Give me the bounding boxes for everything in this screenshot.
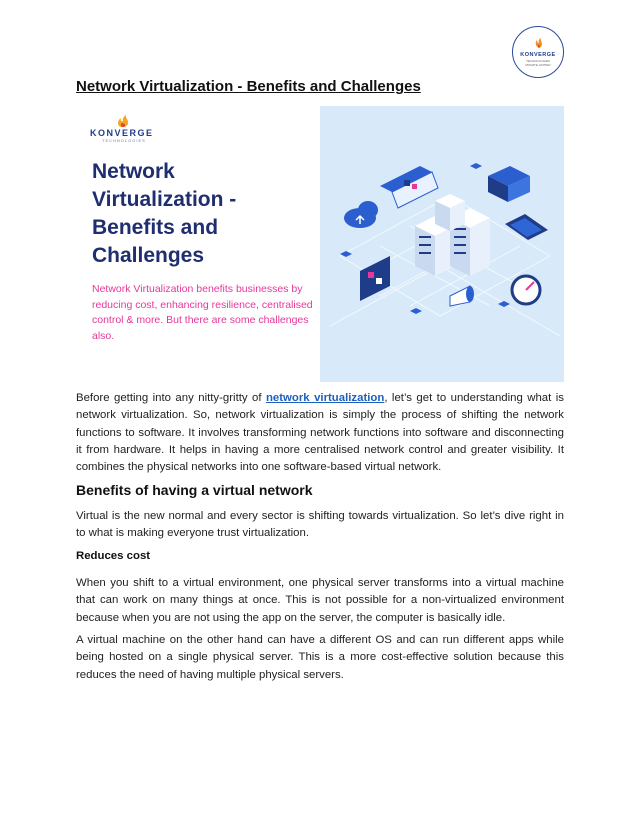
konverge-flame-icon [116,114,132,128]
article-banner [76,106,564,382]
server-rack-icon [415,194,490,276]
laptop-icon [380,166,438,208]
reduces-cost-paragraph-2: A virtual machine on the other hand can have a different OS and can run different apps while being hosted on a single physical server. This is a more cost-effective solution because this reduces the need of having multiple physical servers. [76,634,564,681]
benefits-intro-paragraph: Virtual is the new normal and every sector is shifting towards virtualization. So let’s dive right in to what is making everyone trust virtualization. [76,510,564,540]
intro-text-after-link: , let’s get to understanding what is network virtualization. So, network virtualization is simply the process of shifting the network functions to software. It involves transforming network functions into software and disconnecting it from hardware. It helps in having a more centralised network control and greater visibility. It combines the physical networks into one software-based virtual network. [76,392,564,474]
printer-icon [488,166,530,202]
corner-logo-name: KONVERGE [520,52,556,58]
banner-heading [92,158,312,270]
network-illustration [320,106,564,382]
page-title: Network Virtualization - Benefits and Challenges [76,78,421,95]
intro-paragraph [76,390,564,476]
banner-heading-line: Network [92,160,175,183]
cloud-icon [344,201,378,228]
konverge-corner-logo [512,26,564,78]
reduces-cost-paragraph-1: When you shift to a virtual environment, one physical server transforms into a virtual machine that can work on many things at once. This is not possible for a non-virtualized environment because when you are not using the app on the server, the computer is basically idle. [76,577,564,624]
intro-text-before-link: Before getting into any nitty-gritty of [76,392,266,404]
smartphone-icon [505,214,548,240]
banner-logo-name: KONVERGE [90,128,154,138]
benefits-heading: Benefits of having a virtual network [76,482,313,498]
reduces-cost-heading: Reduces cost [76,550,151,562]
monitor-icon [360,256,390,301]
banner-logo-subtitle: TECHNOLOGIES [102,138,146,143]
corner-logo-tagline: TECHNOLOGIES PRIVATE LIMITED [525,59,551,67]
megaphone-icon [450,286,474,306]
flame-icon [533,37,545,49]
isometric-network-illustration [320,106,564,382]
banner-text-panel [76,106,320,382]
banner-heading-line: Benefits and [92,216,219,239]
banner-heading-line: Virtualization - [92,188,237,211]
network-virtualization-link[interactable]: network virtualization [265,392,385,404]
banner-subtitle: Network Virtualization benefits businesses by reducing cost, enhancing resilience, centralised control & more. But there are some challenges also. [92,283,313,342]
gauge-icon [512,276,540,304]
banner-heading-line: Challenges [92,244,205,267]
